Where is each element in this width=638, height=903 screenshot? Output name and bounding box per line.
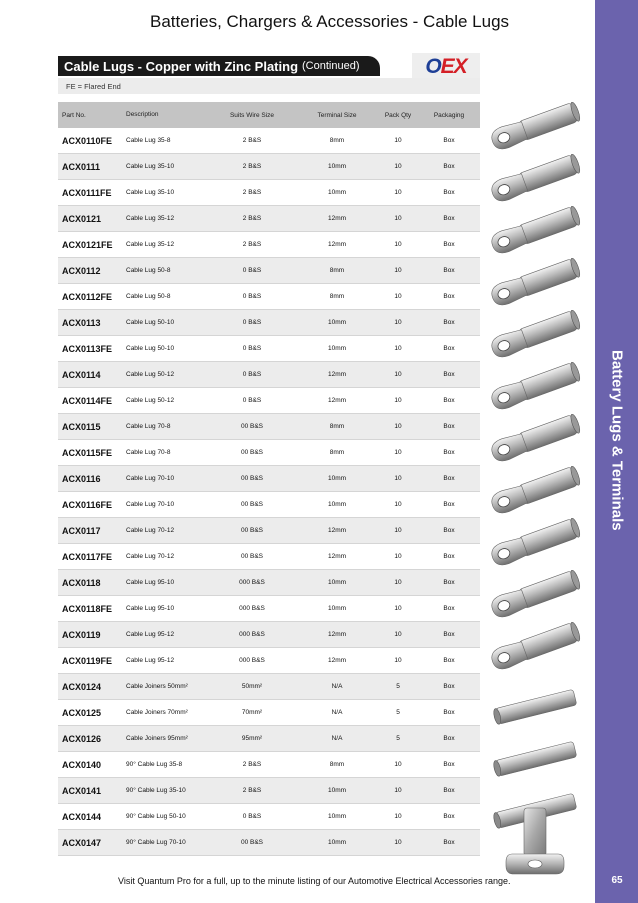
cell-pack-qty: 10 xyxy=(394,449,402,456)
cell-packaging: Box xyxy=(443,397,455,404)
cell-wire-size: 000 B&S xyxy=(239,631,265,638)
cable-lug-image xyxy=(484,412,594,464)
cell-pack-qty: 10 xyxy=(394,501,402,508)
cell-packaging: Box xyxy=(443,163,455,170)
col-terminal-size: Terminal Size xyxy=(317,111,357,119)
cell-packaging: Box xyxy=(443,761,455,768)
cell-description: Cable Lug 95-10 xyxy=(126,578,175,586)
table-row xyxy=(58,310,480,336)
cell-packaging: Box xyxy=(443,839,455,846)
cell-pack-qty: 10 xyxy=(394,579,402,586)
cell-part-no: ACX0119FE xyxy=(62,655,113,666)
table-row xyxy=(58,778,480,804)
logo-o: O xyxy=(425,54,441,78)
cell-packaging: Box xyxy=(443,787,455,794)
table-row xyxy=(58,492,480,518)
cell-wire-size: 00 B&S xyxy=(240,475,264,482)
cell-wire-size: 00 B&S xyxy=(240,553,264,560)
cell-wire-size: 0 B&S xyxy=(242,319,262,326)
cell-part-no: ACX0114 xyxy=(62,369,101,380)
cell-pack-qty: 10 xyxy=(394,137,402,144)
cell-packaging: Box xyxy=(443,553,455,560)
cell-pack-qty: 10 xyxy=(394,423,402,430)
cell-part-no: ACX0124 xyxy=(62,681,102,692)
cell-description: Cable Lug 35-12 xyxy=(126,214,175,222)
cell-pack-qty: 10 xyxy=(394,345,402,352)
footer-note: Visit Quantum Pro for a full, up to the minute listing of our Automotive Electrical Accessories range. xyxy=(118,876,511,886)
cell-description: Cable Lug 50-12 xyxy=(126,396,175,404)
cell-packaging: Box xyxy=(443,527,455,534)
cell-wire-size: 00 B&S xyxy=(240,501,264,508)
cell-terminal-size: N/A xyxy=(331,709,343,716)
col-part-no: Part No. xyxy=(62,111,86,119)
cell-pack-qty: 10 xyxy=(394,475,402,482)
cell-description: Cable Lug 70-10 xyxy=(126,500,175,508)
cell-wire-size: 70mm² xyxy=(241,709,263,716)
table-row xyxy=(58,622,480,648)
cell-part-no: ACX0112FE xyxy=(62,291,113,302)
table-row xyxy=(58,128,480,154)
page-title: Batteries, Chargers & Accessories - Cable Lugs xyxy=(150,12,510,31)
cell-wire-size: 2 B&S xyxy=(242,137,262,144)
table-row xyxy=(58,570,480,596)
cell-packaging: Box xyxy=(443,267,455,274)
cell-terminal-size: 12mm xyxy=(327,657,347,664)
table-row xyxy=(58,544,480,570)
cell-terminal-size: 10mm xyxy=(327,345,347,352)
cell-terminal-size: 10mm xyxy=(327,475,347,482)
cell-part-no: ACX0116FE xyxy=(62,499,113,510)
cell-pack-qty: 5 xyxy=(396,683,400,690)
cell-part-no: ACX0118FE xyxy=(62,603,113,614)
cell-part-no: ACX0117 xyxy=(62,525,101,536)
cell-description: Cable Joiners 95mm² xyxy=(126,734,188,742)
cell-terminal-size: 8mm xyxy=(329,423,345,430)
cell-wire-size: 2 B&S xyxy=(242,215,262,222)
sidebar-label: Battery Lugs & Terminals xyxy=(608,349,626,531)
cell-description: Cable Lug 35-12 xyxy=(126,240,175,248)
cell-pack-qty: 10 xyxy=(394,215,402,222)
cell-part-no: ACX0113 xyxy=(62,317,101,328)
cell-description: Cable Lug 95-12 xyxy=(126,630,175,638)
table-row xyxy=(58,154,480,180)
table-row xyxy=(58,180,480,206)
cell-part-no: ACX0126 xyxy=(62,733,102,744)
table-row xyxy=(58,700,480,726)
cell-packaging: Box xyxy=(443,423,455,430)
cell-description: Cable Lug 70-8 xyxy=(126,422,171,430)
cell-part-no: ACX0147 xyxy=(62,837,102,848)
table-row xyxy=(58,440,480,466)
spacer xyxy=(58,94,480,102)
flared-cable-lug-image xyxy=(484,152,594,204)
cell-pack-qty: 10 xyxy=(394,553,402,560)
cell-description: Cable Lug 70-10 xyxy=(126,474,175,482)
cell-description: Cable Joiners 50mm² xyxy=(126,682,188,690)
cell-pack-qty: 10 xyxy=(394,371,402,378)
cell-terminal-size: 8mm xyxy=(329,267,345,274)
cable-lug-image xyxy=(484,308,594,360)
cell-terminal-size: N/A xyxy=(331,735,343,742)
cell-packaging: Box xyxy=(443,813,455,820)
cell-wire-size: 00 B&S xyxy=(240,449,264,456)
cell-terminal-size: 10mm xyxy=(327,319,347,326)
cable-lug-image xyxy=(484,464,594,516)
cell-part-no: ACX0117FE xyxy=(62,551,113,562)
cell-wire-size: 0 B&S xyxy=(242,293,262,300)
cell-description: Cable Joiners 70mm² xyxy=(126,708,188,716)
cell-part-no: ACX0121 xyxy=(62,213,102,224)
cell-packaging: Box xyxy=(443,319,455,326)
cell-description: Cable Lug 95-12 xyxy=(126,656,175,664)
cell-terminal-size: 10mm xyxy=(327,579,347,586)
cell-pack-qty: 10 xyxy=(394,319,402,326)
cable-lug-image xyxy=(484,100,594,152)
cell-description: Cable Lug 50-12 xyxy=(126,370,175,378)
cell-terminal-size: 10mm xyxy=(327,501,347,508)
cell-terminal-size: 8mm xyxy=(329,761,345,768)
product-table xyxy=(58,128,480,856)
brand-logo xyxy=(412,53,480,80)
cable-joiner-image xyxy=(484,732,594,784)
cell-terminal-size: 12mm xyxy=(327,631,347,638)
cell-packaging: Box xyxy=(443,657,455,664)
cell-wire-size: 000 B&S xyxy=(239,657,265,664)
cell-packaging: Box xyxy=(443,631,455,638)
table-row xyxy=(58,284,480,310)
cell-description: Cable Lug 35-8 xyxy=(126,136,171,144)
cell-terminal-size: 8mm xyxy=(329,293,345,300)
cell-part-no: ACX0116 xyxy=(62,473,101,484)
cell-wire-size: 0 B&S xyxy=(242,345,262,352)
col-description: Description xyxy=(126,111,159,118)
cell-pack-qty: 10 xyxy=(394,241,402,248)
table-row xyxy=(58,232,480,258)
cell-wire-size: 2 B&S xyxy=(242,761,262,768)
cell-pack-qty: 10 xyxy=(394,189,402,196)
cell-packaging: Box xyxy=(443,735,455,742)
cell-part-no: ACX0115FE xyxy=(62,447,113,458)
cell-terminal-size: 10mm xyxy=(327,163,347,170)
cell-description: Cable Lug 35-10 xyxy=(126,188,175,196)
cell-description: 90° Cable Lug 35-8 xyxy=(126,760,183,768)
cell-pack-qty: 10 xyxy=(394,163,402,170)
cell-description: Cable Lug 70-8 xyxy=(126,448,171,456)
table-row xyxy=(58,596,480,622)
table-row xyxy=(58,804,480,830)
table-header xyxy=(58,102,480,128)
col-wire-size: Suits Wire Size xyxy=(229,111,275,119)
cell-wire-size: 2 B&S xyxy=(242,787,262,794)
cell-wire-size: 000 B&S xyxy=(239,605,265,612)
cell-packaging: Box xyxy=(443,475,455,482)
cell-packaging: Box xyxy=(443,605,455,612)
cell-part-no: ACX0113FE xyxy=(62,343,113,354)
cell-terminal-size: 10mm xyxy=(327,839,347,846)
cell-terminal-size: 12mm xyxy=(327,397,347,404)
legend-note: FE = Flared End xyxy=(58,78,480,94)
angle-cable-lug-image xyxy=(484,806,594,876)
cell-packaging: Box xyxy=(443,345,455,352)
cell-pack-qty: 10 xyxy=(394,631,402,638)
cell-pack-qty: 10 xyxy=(394,657,402,664)
cell-packaging: Box xyxy=(443,709,455,716)
table-row xyxy=(58,518,480,544)
cell-part-no: ACX0111FE xyxy=(62,187,112,198)
cell-part-no: ACX0144 xyxy=(62,811,102,822)
cell-description: Cable Lug 95-10 xyxy=(126,604,175,612)
cell-terminal-size: 12mm xyxy=(327,241,347,248)
cell-pack-qty: 10 xyxy=(394,605,402,612)
cell-terminal-size: 12mm xyxy=(327,553,347,560)
cell-wire-size: 000 B&S xyxy=(239,579,265,586)
cell-part-no: ACX0115 xyxy=(62,421,101,432)
cell-wire-size: 95mm² xyxy=(241,735,263,742)
cell-pack-qty: 10 xyxy=(394,813,402,820)
cell-pack-qty: 10 xyxy=(394,267,402,274)
product-images xyxy=(484,128,594,856)
cell-terminal-size: 10mm xyxy=(327,787,347,794)
col-pack-qty: Pack Qty xyxy=(384,111,412,119)
table-row xyxy=(58,414,480,440)
table-row xyxy=(58,258,480,284)
cell-terminal-size: 8mm xyxy=(329,137,345,144)
cell-terminal-size: 12mm xyxy=(327,371,347,378)
cell-wire-size: 00 B&S xyxy=(240,839,264,846)
cell-pack-qty: 10 xyxy=(394,761,402,768)
cell-wire-size: 2 B&S xyxy=(242,189,262,196)
cell-description: Cable Lug 70-12 xyxy=(126,552,175,560)
cell-part-no: ACX0118 xyxy=(62,577,101,588)
cable-lug-image xyxy=(484,360,594,412)
table-row xyxy=(58,362,480,388)
table-row xyxy=(58,336,480,362)
col-packaging: Packaging xyxy=(433,111,465,119)
section-title: Cable Lugs - Copper with Zinc Plating xyxy=(64,58,299,74)
cable-lug-image xyxy=(484,256,594,308)
cell-terminal-size: 12mm xyxy=(327,527,347,534)
cell-pack-qty: 10 xyxy=(394,787,402,794)
cell-part-no: ACX0111 xyxy=(62,161,101,172)
cell-pack-qty: 10 xyxy=(394,527,402,534)
cell-part-no: ACX0140 xyxy=(62,759,102,770)
cell-description: 90° Cable Lug 35-10 xyxy=(126,786,186,794)
cell-wire-size: 0 B&S xyxy=(242,371,262,378)
cell-packaging: Box xyxy=(443,501,455,508)
cell-wire-size: 00 B&S xyxy=(240,423,264,430)
section-subtitle: (Continued) xyxy=(302,60,360,72)
cell-wire-size: 0 B&S xyxy=(242,267,262,274)
cell-pack-qty: 10 xyxy=(394,839,402,846)
cell-wire-size: 2 B&S xyxy=(242,163,262,170)
table-row xyxy=(58,388,480,414)
cable-joiner-image xyxy=(484,680,594,732)
cell-part-no: ACX0114FE xyxy=(62,395,113,406)
table-row xyxy=(58,466,480,492)
cell-packaging: Box xyxy=(443,683,455,690)
cell-packaging: Box xyxy=(443,579,455,586)
cell-part-no: ACX0121FE xyxy=(62,239,113,250)
cell-description: Cable Lug 50-8 xyxy=(126,266,171,274)
cell-terminal-size: 10mm xyxy=(327,189,347,196)
cell-packaging: Box xyxy=(443,449,455,456)
cell-pack-qty: 5 xyxy=(396,735,400,742)
cell-pack-qty: 10 xyxy=(394,293,402,300)
cell-part-no: ACX0141 xyxy=(62,785,102,796)
cell-description: Cable Lug 50-8 xyxy=(126,292,171,300)
cell-terminal-size: 12mm xyxy=(327,215,347,222)
cell-part-no: ACX0125 xyxy=(62,707,102,718)
cell-packaging: Box xyxy=(443,241,455,248)
table-row xyxy=(58,674,480,700)
cell-description: 90° Cable Lug 50-10 xyxy=(126,812,186,820)
cell-packaging: Box xyxy=(443,189,455,196)
section-header xyxy=(58,56,380,76)
cell-packaging: Box xyxy=(443,293,455,300)
table-row xyxy=(58,752,480,778)
cell-description: Cable Lug 70-12 xyxy=(126,526,175,534)
cell-description: Cable Lug 50-10 xyxy=(126,344,175,352)
cell-description: Cable Lug 50-10 xyxy=(126,318,175,326)
cell-packaging: Box xyxy=(443,137,455,144)
cell-pack-qty: 10 xyxy=(394,397,402,404)
cell-packaging: Box xyxy=(443,371,455,378)
cell-packaging: Box xyxy=(443,215,455,222)
cell-wire-size: 00 B&S xyxy=(240,527,264,534)
cable-lug-image xyxy=(484,620,594,672)
cable-lug-image xyxy=(484,516,594,568)
table-row xyxy=(58,648,480,674)
cell-wire-size: 0 B&S xyxy=(242,813,262,820)
cable-lug-image xyxy=(484,568,594,620)
cell-terminal-size: 10mm xyxy=(327,605,347,612)
cell-part-no: ACX0110FE xyxy=(62,135,113,146)
page-number: 65 xyxy=(611,875,623,886)
cell-wire-size: 2 B&S xyxy=(242,241,262,248)
cell-terminal-size: N/A xyxy=(331,683,343,690)
cell-pack-qty: 5 xyxy=(396,709,400,716)
logo-ex: EX xyxy=(440,54,467,78)
cell-wire-size: 0 B&S xyxy=(242,397,262,404)
cable-lug-image xyxy=(484,204,594,256)
cell-terminal-size: 8mm xyxy=(329,449,345,456)
cell-description: Cable Lug 35-10 xyxy=(126,162,175,170)
table-row xyxy=(58,726,480,752)
cell-terminal-size: 10mm xyxy=(327,813,347,820)
cell-description: 90° Cable Lug 70-10 xyxy=(126,838,186,846)
cell-wire-size: 50mm² xyxy=(241,683,263,690)
table-row xyxy=(58,830,480,856)
cell-part-no: ACX0119 xyxy=(62,629,101,640)
table-row xyxy=(58,206,480,232)
cell-part-no: ACX0112 xyxy=(62,265,101,276)
